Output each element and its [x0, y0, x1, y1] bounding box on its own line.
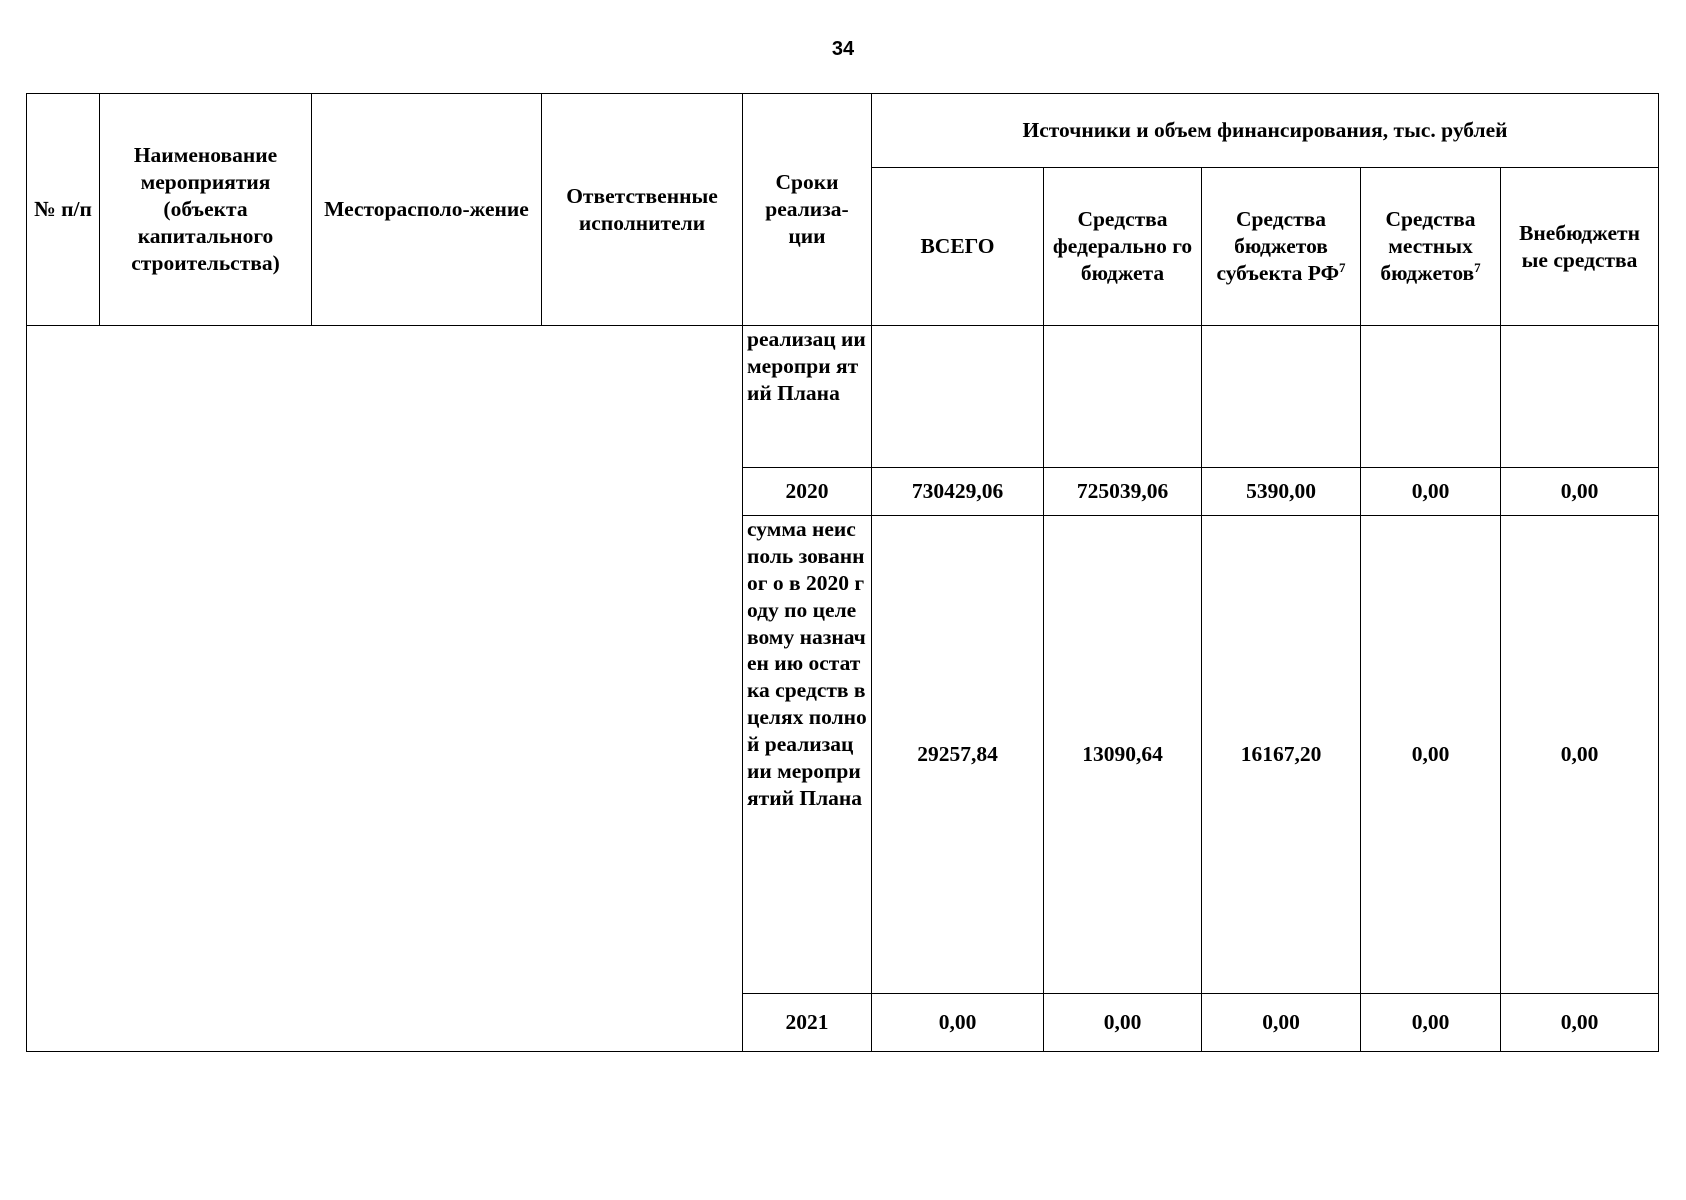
header-total: ВСЕГО	[872, 168, 1044, 326]
local-cell: 0,00	[1361, 994, 1501, 1052]
header-name: Наименование мероприятия (объекта капитального строительства)	[100, 94, 312, 326]
extra-cell: 0,00	[1501, 516, 1659, 994]
page-number: 34	[831, 38, 855, 60]
extra-cell: 0,00	[1501, 994, 1659, 1052]
header-subject-label: Средства бюджетов субъекта РФ	[1216, 207, 1340, 285]
term-cell: реализац ии меропри ятий Плана	[743, 326, 872, 468]
header-location: Месторасполо-жение	[312, 94, 542, 326]
header-financing-group: Источники и объем финансирования, тыс. рублей	[872, 94, 1659, 168]
subject-cell	[1202, 326, 1361, 468]
header-subject-footnote: 7	[1339, 259, 1346, 275]
local-cell	[1361, 326, 1501, 468]
federal-cell: 13090,64	[1044, 516, 1202, 994]
header-local-label: Средства местных бюджетов	[1380, 207, 1476, 285]
total-cell	[872, 326, 1044, 468]
header-federal: Средства федерально го бюджета	[1044, 168, 1202, 326]
total-cell: 0,00	[872, 994, 1044, 1052]
federal-cell	[1044, 326, 1202, 468]
subject-cell: 5390,00	[1202, 468, 1361, 516]
total-cell: 730429,06	[872, 468, 1044, 516]
total-cell: 29257,84	[872, 516, 1044, 994]
extra-cell	[1501, 326, 1659, 468]
federal-cell: 0,00	[1044, 994, 1202, 1052]
subject-cell: 0,00	[1202, 994, 1361, 1052]
local-cell: 0,00	[1361, 468, 1501, 516]
header-subject	[1202, 168, 1361, 326]
term-cell: сумма неисполь зованног о в 2020 году по целевому назначен ию остатка средств в целях полной реализац ии меропри ятий Плана	[743, 516, 872, 994]
table-row	[27, 326, 1659, 468]
local-cell: 0,00	[1361, 516, 1501, 994]
merged-empty-cell	[27, 326, 743, 1052]
financing-table	[26, 93, 1659, 1052]
subject-cell: 16167,20	[1202, 516, 1361, 994]
term-cell: 2020	[743, 468, 872, 516]
term-cell: 2021	[743, 994, 872, 1052]
header-num: № п/п	[27, 94, 100, 326]
header-terms: Сроки реализа-ции	[743, 94, 872, 326]
header-local-footnote: 7	[1474, 259, 1481, 275]
header-extra: Внебюджетн ые средства	[1501, 168, 1659, 326]
federal-cell: 725039,06	[1044, 468, 1202, 516]
extra-cell: 0,00	[1501, 468, 1659, 516]
header-responsible: Ответственные исполнители	[542, 94, 743, 326]
header-local	[1361, 168, 1501, 326]
